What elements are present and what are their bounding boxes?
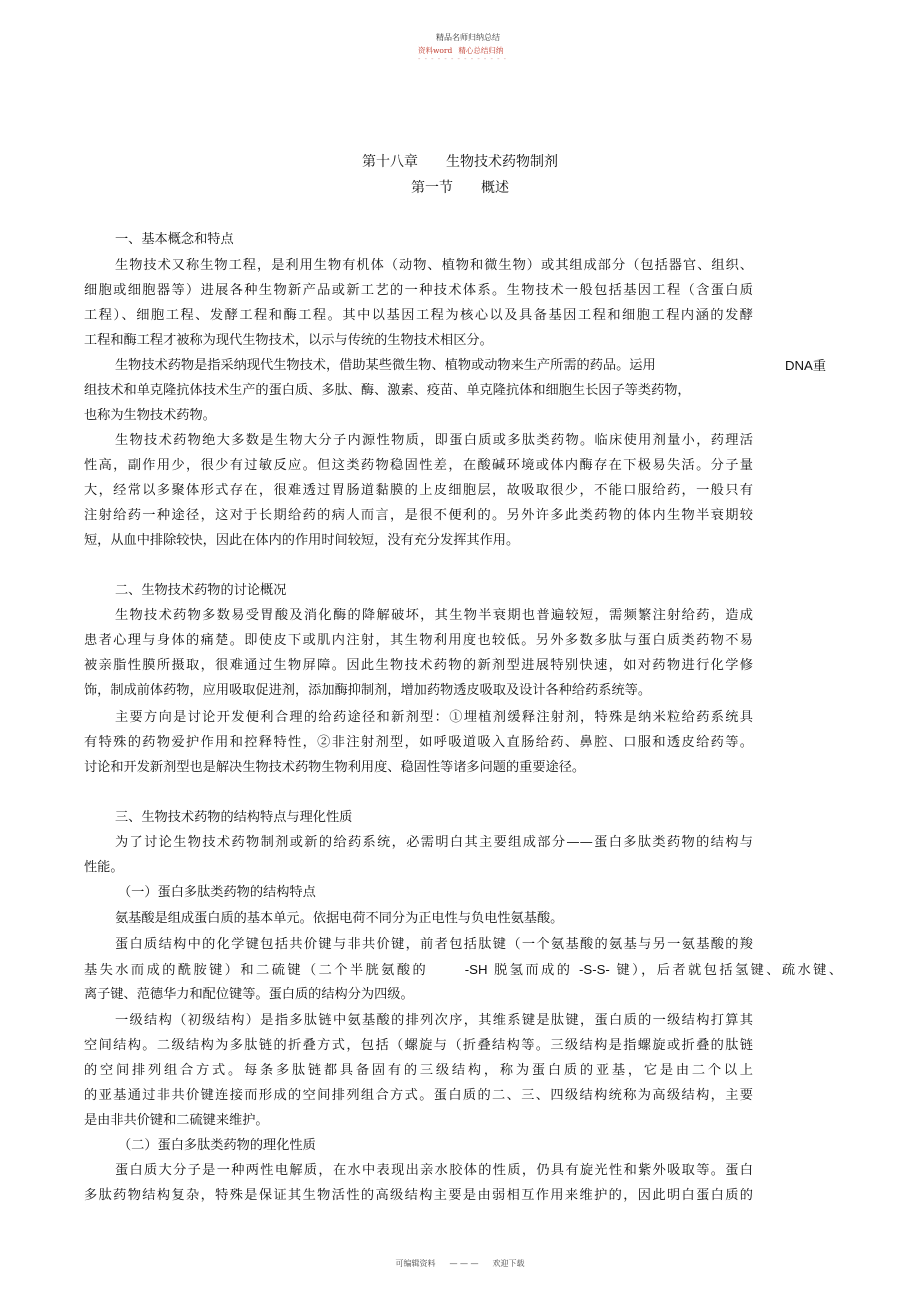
p3-line: 生物技术药物绝大多数是生物大分子内源性物质，即蛋白质或多肽类药物。临床使用剂量小，药理活 xyxy=(115,433,753,448)
p6-line: 为了讨论生物技术药物制剂或新的给药系统，必需明白其主要组成部分——蛋白多肽类药物的结构与 xyxy=(115,835,753,850)
p1-line: 生物技术又称生物工程，是利用生物有机体（动物、植物和微生物）或其组成部分（包括器官、组织、 xyxy=(115,258,753,273)
p8-line: 蛋白质结构中的化学键包括共价键与非共价键，前者包括肽键（一个氨基酸的氨基与另一氨基酸的羧 xyxy=(115,937,753,952)
p3-line: 注射给药一种途径，这对于长期给药的病人而言，是很不便利的。另外许多此类药物的体内生物半衰期较 xyxy=(84,508,753,523)
section-title xyxy=(0,177,920,197)
footer-left-text: 可编辑资料 xyxy=(395,1259,436,1268)
p10-line: 蛋白质大分子是一种两性电解质，在水中表现出亲水胶体的性质，仍具有旋光性和紫外吸取等。蛋白 xyxy=(115,1163,753,1178)
header-top-text: 精品名师归纳总结 xyxy=(436,33,500,42)
section-name: 概述 xyxy=(481,180,509,196)
header-sub-left: 资料word xyxy=(418,46,453,55)
p8-line xyxy=(84,962,842,979)
p5-line: 有特殊的药物爱护作用和控释特性，②非注射剂型，如呼吸道吸入直肠给药、鼻腔、口服和透皮给药等。 xyxy=(84,735,753,750)
p3-line: 短，从血中排除较快，因此在体内的作用时间较短，没有充分发挥其作用。 xyxy=(84,533,520,548)
footer-right-text: 欢迎下载 xyxy=(492,1259,525,1268)
subheading-3b: （二）蛋白多肽类药物的理化性质 xyxy=(118,1138,316,1153)
p1-line: 细胞或细胞器等）进展各种生物新产品或新工艺的一种技术体系。生物技术一般包括基因工程（含蛋白质 xyxy=(84,283,753,298)
page-footer xyxy=(0,1258,920,1269)
heading-2: 二、生物技术药物的讨论概况 xyxy=(115,583,287,598)
header-dots: - - - - - - - - - - - - - - xyxy=(418,55,508,63)
p2-line: 组技术和单克隆抗体技术生产的蛋白质、多肽、酶、激素、疫苗、单克隆抗体和细胞生长因子等类药物， xyxy=(84,383,691,398)
section-number: 第一节 xyxy=(411,180,453,196)
p8-text: 基失水而成的酰胺键）和二硫键（二个半胱氨酸的 xyxy=(84,963,429,978)
p9-line: 一级结构（初级结构）是指多肽链中氨基酸的排列次序，其维系键是肽键，蛋白质的一级结构打算其 xyxy=(115,1013,753,1028)
p10-line: 多肽药物结构复杂，特殊是保证其生物活性的高级结构主要是由弱相互作用来维护的，因此明白蛋白质的 xyxy=(84,1188,753,1203)
p2-dna-text: DNA重 xyxy=(785,358,827,373)
chapter-title xyxy=(0,151,920,171)
p8-text: 键），后者就包括氢键、疏水键、 xyxy=(616,963,843,978)
p8-line: 离子键、范德华力和配位键等。蛋白质的结构分为四级。 xyxy=(84,987,414,1002)
p2-line: 生物技术药物是指采纳现代生物技术，借助某些微生物、植物或动物来生产所需的药品。运用 xyxy=(115,358,656,373)
p5-line: 主要方向是讨论开发便利合理的给药途径和新剂型：①埋植剂缓释注射剂，特殊是纳米粒给药系统具 xyxy=(115,710,753,725)
p4-line: 被亲脂性膜所摄取，很难通过生物屏障。因此生物技术药物的新剂型进展特别快速，如对药物进行化学修 xyxy=(84,658,753,673)
p2-line: 也称为生物技术药物。 xyxy=(84,408,216,423)
heading-3: 三、生物技术药物的结构特点与理化性质 xyxy=(115,810,353,825)
header-sub-right: 精心总结归纳 xyxy=(458,46,504,55)
subheading-3a: （一）蛋白多肽类药物的结构特点 xyxy=(118,885,316,900)
p8-text: 脱氢而成的 xyxy=(494,963,573,978)
p9-line: 是由非共价键和二硫键来维护。 xyxy=(84,1113,269,1128)
p3-line: 大，经常以多聚体形式存在，很难透过胃肠道黏膜的上皮细胞层，故吸取很少，不能口服给药，一般只有 xyxy=(84,483,753,498)
p5-line: 讨论和开发新剂型也是解决生物技术药物生物利用度、稳固性等诸多问题的重要途径。 xyxy=(84,760,586,775)
p8-sh-text: -SH xyxy=(464,962,488,977)
heading-1: 一、基本概念和特点 xyxy=(115,232,234,247)
p1-line: 工程）、细胞工程、发酵工程和酶工程。其中以基因工程为核心以及具备基因工程和细胞工程内涵的发酵 xyxy=(84,308,753,323)
p9-line: 空间结构。二级结构为多肽链的折叠方式，包括（螺旋与（折叠结构等。三级结构是指螺旋或折叠的肽链 xyxy=(84,1038,753,1053)
p1-line: 工程和酶工程才被称为现代生物技术，以示与传统的生物技术相区分。 xyxy=(84,333,493,348)
p9-line: 的空间排列组合方式。每条多肽链都具备固有的三级结构，称为蛋白质的亚基，它是由二个以上 xyxy=(84,1063,753,1078)
chapter-name: 生物技术药物制剂 xyxy=(446,154,558,170)
p6-line: 性能。 xyxy=(84,860,124,875)
p7-line: 氨基酸是组成蛋白质的基本单元。依据电荷不同分为正电性与负电性氨基酸。 xyxy=(115,911,564,926)
p4-line: 患者心理与身体的痛楚。即使皮下或肌内注射，其生物利用度也较低。另外多数多肽与蛋白质类药物不易 xyxy=(84,633,753,648)
p4-line: 饰，制成前体药物，应用吸取促进剂，添加酶抑制剂，增加药物透皮吸取及设计各种给药系统等。 xyxy=(84,683,652,698)
p4-line: 生物技术药物多数易受胃酸及消化酶的降解破坏，其生物半衰期也普遍较短，需频繁注射给药，造成 xyxy=(115,608,753,623)
p9-line: 的亚基通过非共价键连接而形成的空间排列组合方式。蛋白质的二、三、四级结构统称为高级结构，主要 xyxy=(84,1088,753,1103)
chapter-number: 第十八章 xyxy=(362,154,418,170)
footer-dashes: — — — xyxy=(449,1259,479,1268)
p8-ss-text: -S-S- xyxy=(579,962,610,977)
p3-line: 性高，副作用少，很少有过敏反应。但这类药物稳固性差，在酸碱环境或体内酶存在下极易失活。分子量 xyxy=(84,458,753,473)
